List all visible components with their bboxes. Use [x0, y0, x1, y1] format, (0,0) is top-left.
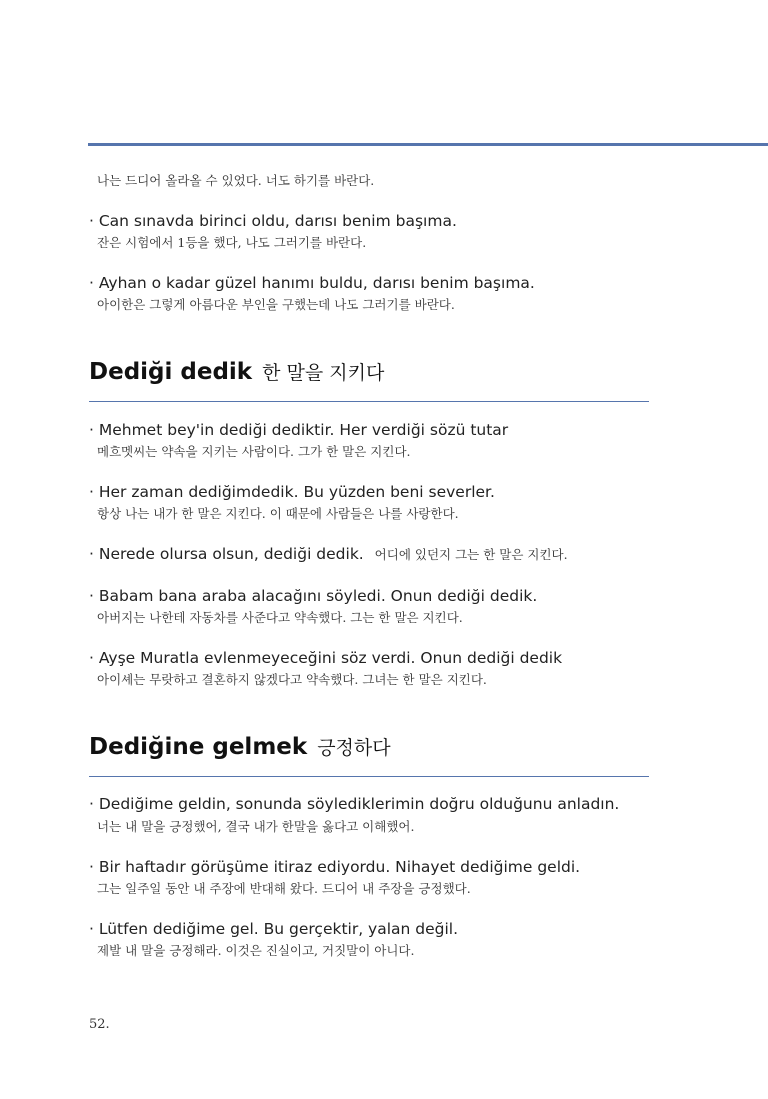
section-title-korean: 긍정하다 — [317, 737, 391, 759]
example-korean: 제발 내 말을 긍정해라. 이것은 진실이고, 거짓말이 아니다. — [97, 943, 415, 958]
example-korean: 항상 나는 내가 한 말은 지킨다. 이 때문에 사람들은 나를 사랑한다. — [97, 506, 459, 521]
intro-korean: 나는 드디어 올라올 수 있었다. 너도 하기를 바란다. — [97, 173, 375, 188]
section-title-turkish: Dediği dedik — [89, 359, 253, 385]
section-rule — [89, 401, 649, 402]
example-turkish: · Can sınavda birinci oldu, darısı benim başıma. — [89, 212, 457, 230]
example-turkish: · Lütfen dediğime gel. Bu gerçektir, yalan değil. — [89, 920, 459, 938]
example-turkish: · Nerede olursa olsun, dediği dedik. — [89, 545, 364, 563]
example-turkish: · Ayhan o kadar güzel hanımı buldu, darısı benim başıma. — [89, 274, 535, 292]
example-korean: 어디에 있던지 그는 한 말은 지킨다. — [374, 547, 568, 562]
example-korean: 메흐멧씨는 약속을 지키는 사람이다. 그가 한 말은 지킨다. — [97, 444, 411, 459]
example-korean: 아이한은 그렇게 아름다운 부인을 구했는데 나도 그러기를 바란다. — [97, 297, 455, 312]
section-heading — [89, 358, 384, 385]
example-korean: 잔은 시험에서 1등을 했다, 나도 그러기를 바란다. — [97, 235, 367, 250]
example-korean: 아버지는 나한테 자동차를 사준다고 약속했다. 그는 한 말은 지킨다. — [97, 610, 463, 625]
example-turkish: · Bir haftadır görüşüme itiraz ediyordu. Nihayet dediğime geldi. — [89, 858, 581, 876]
example-row — [89, 545, 568, 563]
page-number: 52. — [89, 1017, 110, 1032]
section-heading — [89, 733, 391, 760]
example-korean: 아이셰는 무랏하고 결혼하지 않겠다고 약속했다. 그녀는 한 말은 지킨다. — [97, 672, 487, 687]
section-title-korean: 한 말을 지키다 — [262, 362, 385, 384]
example-turkish: · Mehmet bey'in dediği dediktir. Her verdiği sözü tutar — [89, 421, 509, 439]
example-turkish: · Babam bana araba alacağını söyledi. Onun dediği dedik. — [89, 587, 538, 605]
header-rule — [88, 143, 768, 146]
example-korean: 그는 일주일 동안 내 주장에 반대해 왔다. 드디어 내 주장을 긍정했다. — [97, 881, 471, 896]
example-turkish: · Dediğime geldin, sonunda söylediklerimin doğru olduğunu anladın. — [89, 795, 620, 813]
example-turkish: · Ayşe Muratla evlenmeyeceğini söz verdi. Onun dediği dedik — [89, 649, 563, 667]
example-korean: 너는 내 말을 긍정했어, 결국 내가 한말을 옳다고 이해했어. — [97, 819, 415, 834]
section-title-turkish: Dediğine gelmek — [89, 734, 308, 760]
example-turkish: · Her zaman dediğimdedik. Bu yüzden beni severler. — [89, 483, 495, 501]
section-rule — [89, 776, 649, 777]
